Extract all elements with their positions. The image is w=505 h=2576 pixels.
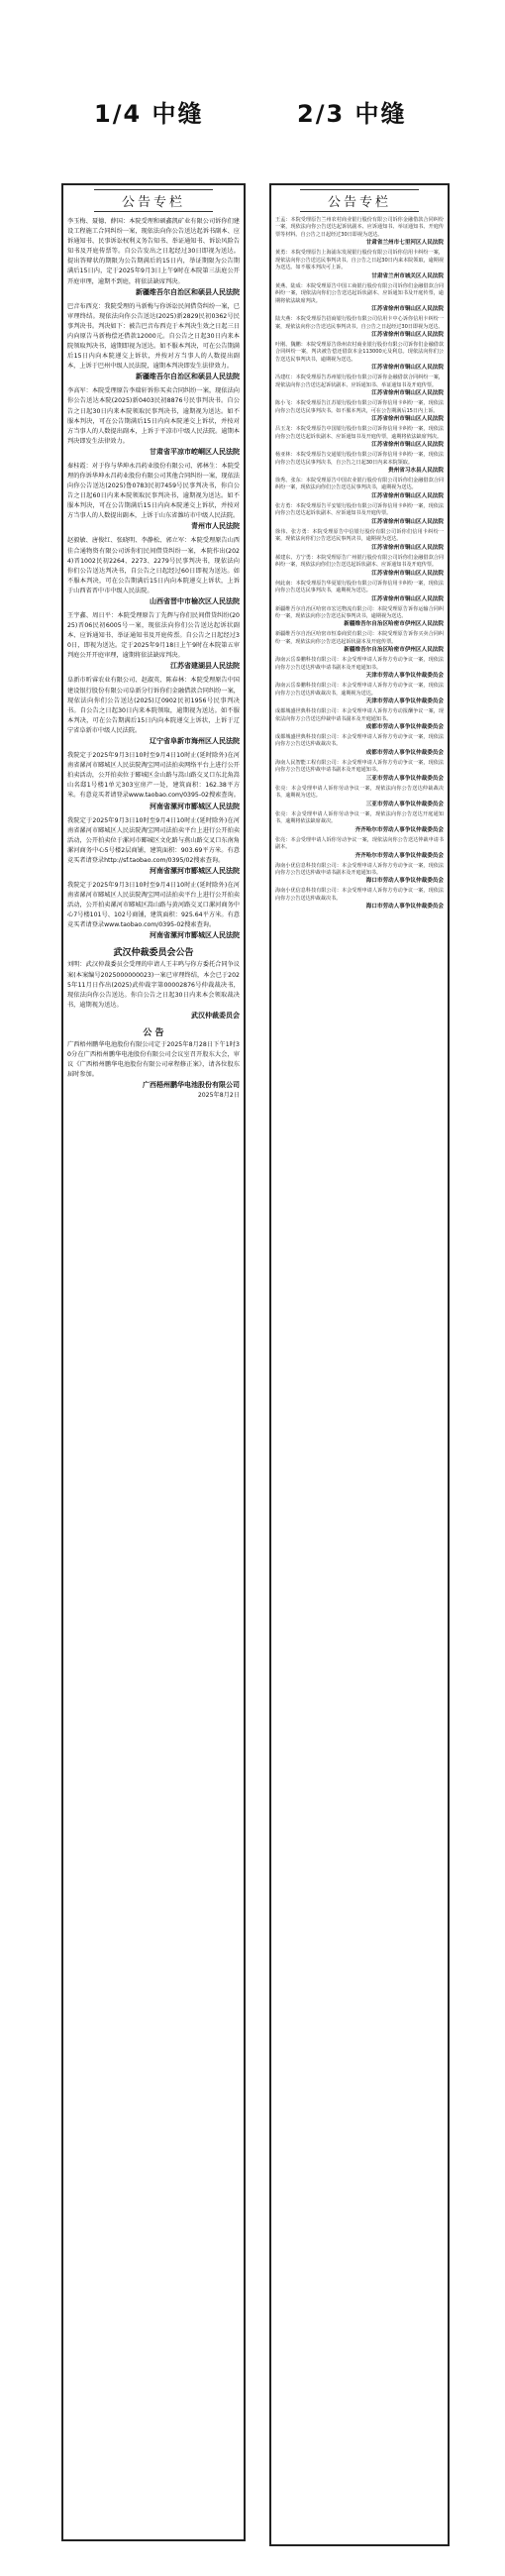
- notice-item: [271, 341, 448, 374]
- notice-item: [271, 282, 448, 315]
- notice-issuer: 河南省漯河市郾城区人民法院: [150, 802, 240, 810]
- arbitration-sign: 武汉仲裁委员会: [191, 1011, 240, 1020]
- notice-item: [63, 610, 244, 675]
- notice-item: [271, 374, 448, 399]
- notice-text: 张亮：本会受理申请人诉你劳动争议一案，现依法向你公告送达仲裁申请书副本。: [275, 836, 444, 851]
- notice-text: 赵毅敏、唐俊红、张晓明、李静松、郭立军：本院受理原告山西佳合通物资有限公司诉你们民间借贷纠纷一案，本院作出(2024)晋1002民初2264、2273、2279号民事判决书，现依法向你们公告送达判决书，自公告之日起经过60日即视为送达。如不服本判决，可在公告期满后15日内向本院递交上诉状，上诉于山西省晋中市中级人民法院。: [67, 537, 240, 594]
- left-notice-column: [61, 183, 246, 2541]
- notice-text: 李高军：本院受理原告李瑞轩诉你买卖合同纠纷一案，现依法向你公告送达本院(2025)新0403民初8876号民事判决书。自公告之日起30日内来本院领取民事判决书，逾期视为送达。如不服本判决，可在公告期满后15日内向本院递交上诉状，并按对方当事人的人数提出副本，上诉于平凉市中级人民法院。逾期本判决即发生法律效力。: [67, 387, 240, 445]
- notice-issuer: 江苏省徐州市铜山区人民法院: [371, 518, 444, 525]
- notice-text: 新疆维吾尔自治区哈密市恒泰商贸有限公司：本院受理原告诉你买卖合同纠纷一案，现依法向你公告送达起诉状副本及开庭传票。: [275, 631, 444, 645]
- notice-issuer: 江苏省徐州市铜山区人民法院: [371, 544, 444, 551]
- notice-issuer: 齐齐哈尔市劳动人事争议仲裁委员会: [354, 826, 444, 833]
- company-sign: 广西梧州鹏华电池股份有限公司: [143, 1081, 240, 1090]
- notice-issuer: 江苏省徐州市铜山区人民法院: [371, 331, 444, 338]
- notice-text: 徐秀、张东：本院受理原告中国农业银行股份有限公司诉你们金融借款合同纠纷一案，现依法向你们公告送达民事判决书，逾期视为送达。: [275, 477, 444, 491]
- notice-issuer: 江苏省徐州市铜山区人民法院: [371, 416, 444, 423]
- right-column-label: 2/3 中缝: [297, 100, 407, 128]
- notice-text: 海南云岳泰鹏科技有限公司：本会受理申请人诉你方劳动争议一案，现依法向你方公告送达仲裁裁决书，逾期视为送达。: [275, 683, 444, 697]
- notice-item: [271, 477, 448, 502]
- left-banner: 公告专栏: [94, 189, 213, 212]
- notice-text: 新疆维吾尔自治区哈密市宏达物流有限公司：本院受理原告诉你运输合同纠纷一案，现依法向你公告送达民事判决书，逾期视为送达。: [275, 605, 444, 619]
- notice-item: [271, 528, 448, 554]
- notice-text: 张方勇：本院受理原告平安银行股份有限公司诉你信用卡纠纷一案，现依法向你公告送达起诉状副本、应诉通知书及开庭传票。: [275, 502, 444, 517]
- left-column-label: 1/4 中缝: [94, 100, 204, 128]
- arbitration-text: 刘明：武汉仲裁委员会受理的申请人王丰鸣与你方委托合同争议案(本案编号2025000000023)一案已审理终结，本会已于2025年11月日作出(2025)武仲裁字第00002876号仲裁裁决书，现依法向你公告送达。你自公告之日起30日内来本会领取裁决书，逾期视为送达。: [67, 961, 240, 1009]
- notice-issuer: 贵州省习水县人民法院: [388, 467, 444, 474]
- notice-issuer: 江苏省徐州市铜山区人民法院: [371, 492, 444, 499]
- notice-item: [63, 461, 244, 536]
- notice-issuer: 天津市劳动人事争议仲裁委员会: [365, 698, 444, 705]
- notice-text: 成都城盛世典科技有限公司：本会受理申请人诉你方劳动报酬争议一案，现依法向你方公告送达仲裁申请书副本及开庭通知书。: [275, 708, 444, 722]
- notice-issuer: 齐齐哈尔市劳动人事争议仲裁委员会: [354, 852, 444, 859]
- notice-text: 黄勇：本院受理原告上海浦东发展银行股份有限公司诉你信用卡纠纷一案，现依法向你公告送达民事判决书。自公告之日起30日内来本院领取，逾期视为送达。如不服本判决可上诉。: [275, 250, 444, 271]
- notice-item: [271, 630, 448, 656]
- notice-text: 海南小优信息科技有限公司：本会受理申请人诉你方劳动争议一案，现依法向你方公告送达仲裁申请书副本及开庭通知书。: [275, 862, 444, 877]
- notice-issuer: 河南省漯河市郾城区人民法院: [150, 931, 240, 940]
- notice-item: [271, 733, 448, 759]
- notice-text: 叶刚、魏鹏：本院受理原告徐州农村商业银行股份有限公司诉你们金融借款合同纠纷一案，判决被告偿还借款本金113000元及利息。现依法向你们公告送达民事判决书，逾期视为送达。: [275, 341, 444, 363]
- notice-issuer: 成都市劳动人事争议仲裁委员会: [365, 724, 444, 731]
- notice-issuer: 甘肃省平凉市崆峒区人民法院: [150, 447, 240, 456]
- notice-issuer: 新疆维吾尔自治区哈密市伊州区人民法院: [344, 621, 444, 628]
- notice-text: 我院定于2025年9月3日10时至9月4日10时止(延时除外)在河南省漯河市郾城区人民法院淘宝网司法拍卖平台上进行公开拍卖活动，公开拍卖漯河市郾城区嵩山路与黄河路交叉口漯河商务中心7号楼101号、102号商铺，建筑面积：925.64平方米。有意竞买者请登录www.taobao.com/0395-02搜索查询。: [67, 881, 240, 929]
- notice-item: [271, 836, 448, 862]
- notice-issuer: 三亚市劳动人事争议仲裁委员会: [365, 801, 444, 807]
- notice-issuer: 新疆维吾尔自治区和硕县人民法院: [136, 287, 240, 296]
- notice-issuer: 甘肃省兰州市城关区人民法院: [371, 272, 444, 279]
- company-notice: [63, 1024, 244, 1104]
- notice-text: 张亮：本会受理申请人诉你劳动争议一案，现依法向你公告送达仲裁裁决书，逾期视为送达。: [275, 785, 444, 800]
- notice-text: 徐伟、张方勇：本院受理原告中信银行股份有限公司诉你们信用卡纠纷一案，现依法向你们公告送达民事判决书，逾期视为送达。: [275, 528, 444, 543]
- notice-text: 海南云岳泰鹏科技有限公司：本会受理申请人诉你方劳动争议一案，现依法向你方公告送达仲裁申请书副本及开庭通知书。: [275, 657, 444, 671]
- notice-item: [63, 535, 244, 610]
- notice-text: 海南小优信息科技有限公司：本会受理申请人诉你方劳动争议一案，现依法向你方公告送达仲裁裁决书。: [275, 888, 444, 902]
- notice-text: 陆夫燕：本院受理原告招商银行股份有限公司信用卡中心诉你信用卡纠纷一案，现依法向你公告送达民事判决书，自公告之日起经过30日即视为送达。: [275, 316, 444, 330]
- notice-item: [271, 810, 448, 836]
- notice-item: [271, 554, 448, 580]
- notice-text: 巴音布西克：我院受理的马新梅与你诉讼民间借贷纠纷一案，已审理终结。现依法向你公告送达(2025)新2829民初0362号民事判决书。判决如下：被告巴音布西克于本判决生效之日起三日内向原告马新梅偿还借款12000元。自公告之日起30日内来本院领取判决书，逾期即视为送达。如不服本判决，可在公告期满后15日内向本院递交上诉状，并按对方当事人的人数提出副本，上诉于巴州中级人民法院，逾期本判决即发生法律效力。: [67, 302, 240, 371]
- notice-item: [63, 301, 244, 386]
- notice-text: 李玉梅、聂德、薛国：本院受理和硕鑫凯矿业有限公司诉你们建设工程施工合同纠纷一案，现依法向你公告送达起诉书副本、应诉通知书、民事诉讼权利义务告知书、举证通知书、诉讼风险告知书及开庭传票等。自公告发出之日起经过30日即视为送达。提出答辩状的期限为公告期满后的15日内，举证期限为公告期满后15日内，定于2025年9月3日上午9时在本院第三法庭公开开庭审理，逾期不到庭，将依法缺席判决。: [67, 218, 240, 285]
- notice-issuer: 河南省漯河市郾城区人民法院: [150, 866, 240, 875]
- right-banner: 公告专栏: [300, 189, 419, 212]
- notice-item: [271, 759, 448, 785]
- notice-item: [63, 750, 244, 814]
- notice-item: [271, 502, 448, 528]
- notice-issuer: 江苏省徐州市铜山区人民法院: [371, 570, 444, 577]
- notice-item: [271, 682, 448, 707]
- notice-text: 我院定于2025年9月3日10时至9月4日10时止(延时除外)在河南省漯河市郾城区人民法院淘宝网司法拍卖网络平台上进行公开拍卖活动，公开拍卖位于郾城区金山路与嵩山路交叉口东北角嵩山名邸1号楼1单元303室房产一处，建筑面积：162.38平方米。有意竞买者请登录www.taobao.com/0395-02搜索查询。: [67, 752, 240, 800]
- notice-item: [271, 216, 448, 249]
- company-date: 2025年8月2日: [197, 1092, 240, 1100]
- company-notice-title: 公 告: [143, 1027, 164, 1038]
- notice-item: [63, 880, 244, 944]
- notice-text: 王孟：本院受理原告兰州农村商业银行股份有限公司诉你金融借款合同纠纷一案，现依法向你公告送达起诉状副本、应诉通知书、举证通知书、开庭传票等材料。自公告之日起经过30日即视为送达。: [275, 217, 444, 238]
- notice-item: [271, 887, 448, 912]
- notice-issuer: 辽宁省阜新市海州区人民法院: [150, 737, 240, 746]
- notice-item: [271, 785, 448, 810]
- notice-item: [271, 425, 448, 451]
- left-notices-list: [63, 216, 244, 944]
- notice-text: 张亮：本会受理申请人诉你劳动争议一案，现依法向你公告送达开庭通知书，逾期将依法缺席裁决。: [275, 810, 444, 825]
- notice-item: [271, 315, 448, 341]
- notice-item: [271, 249, 448, 281]
- notice-issuer: 天津市劳动人事争议仲裁委员会: [365, 673, 444, 680]
- notice-issuer: 江苏省徐州市铜山区人民法院: [371, 442, 444, 449]
- notice-issuer: 江苏省徐州市铜山区人民法院: [371, 306, 444, 313]
- notice-issuer: 成都市劳动人事争议仲裁委员会: [365, 749, 444, 756]
- notice-issuer: 山西省晋中市榆次区人民法院: [150, 597, 240, 605]
- notice-issuer: 江苏省徐州市铜山区人民法院: [371, 390, 444, 397]
- notice-item: [271, 605, 448, 631]
- right-notices-list: [271, 216, 448, 912]
- notice-item: [271, 399, 448, 425]
- notice-issuer: 江苏省徐州市铜山区人民法院: [371, 365, 444, 372]
- notice-text: 我院定于2025年9月3日10时至9月4日10时止(延时除外)在河南省漯河市郾城区人民法院淘宝网司法拍卖平台上进行公开拍卖活动，公开拍卖位于漯河市郾城区文化路与燕山路交叉口东南角漯河商务中心5号楼2层商铺，建筑面积：903.69平方米。有意竞买者请登录http://sf.taobao.com/0395/02搜索查询。: [67, 816, 240, 864]
- notice-text: 郝建东、方宁勇：本院受理原告广州银行股份有限公司诉你们金融借款合同纠纷一案，现依法向你们公告送达起诉状副本、应诉通知书及开庭传票。: [275, 554, 444, 569]
- notice-text: 杨亚林：本院受理原告交通银行股份有限公司诉你信用卡纠纷一案，现依法向你公告送达民事判决书，自公告之日起30日内来本院领取。: [275, 452, 444, 466]
- notice-text: 王宇鑫、周日平：本院受理原告丁先辉与你们民间借贷纠纷(2025)晋06民初6005号一案，现依法向你们公告送达起诉状副本、应诉通知书、举证通知书及开庭传票。自公告之日起经过30日，即视为送达。定于2025年9月18日上午9时在本院第五审判庭公开开庭审理，逾期将依法缺席判决。: [67, 612, 240, 660]
- notice-text: 吕玉龙：本院受理原告中国银行股份有限公司诉你信用卡纠纷一案，现依法向你公告送达起诉状副本、应诉通知书及开庭传票，逾期将依法缺席判决。: [275, 426, 444, 440]
- notice-item: [63, 675, 244, 750]
- arbitration-notice: [63, 944, 244, 1023]
- notice-text: 何此南：本院受理原告华夏银行股份有限公司诉你信用卡纠纷一案，现依法向你公告送达民事判决书，逾期视为送达。: [275, 580, 444, 594]
- arbitration-title: 武汉仲裁委员会公告: [113, 948, 194, 959]
- notice-issuer: 三亚市劳动人事争议仲裁委员会: [365, 775, 444, 782]
- notice-text: 海南人民智能工程有限公司：本会受理申请人诉你方劳动争议一案，现依法向你方公告送达仲裁申请书副本及开庭通知书。: [275, 759, 444, 774]
- notice-item: [271, 451, 448, 477]
- notice-issuer: 新疆维吾尔自治区哈密市伊州区人民法院: [344, 647, 444, 654]
- company-notice-text: 广西梧州鹏华电池股份有限公司定于2025年8月28日下午1时30分在广西梧州鹏华电池股份有限公司会议室召开股东大会，审议《广西梧州鹏华电池股份有限公司章程修正案》，请各位股东届时参加。: [67, 1040, 240, 1079]
- notice-issuer: 海口市劳动人事争议仲裁委员会: [365, 878, 444, 885]
- notice-item: [271, 580, 448, 605]
- notice-issuer: 江苏省建湖县人民法院: [170, 662, 240, 671]
- notice-item: [271, 656, 448, 682]
- notice-issuer: 甘肃省兰州市七里河区人民法院: [365, 240, 444, 247]
- notice-issuer: 青州市人民法院: [191, 522, 240, 531]
- notice-issuer: 新疆维吾尔自治区和硕县人民法院: [136, 373, 240, 381]
- notice-text: 陈小飞：本院受理原告江苏银行股份有限公司诉你信用卡纠纷一案，现依法向你公告送达民事判决书。如不服本判决，可在公告期满后15日内上诉。: [275, 400, 444, 414]
- notice-item: [271, 707, 448, 733]
- notice-text: 成都城盛世典科技有限公司：本会受理申请人诉你方劳动争议一案，现依法向你方公告送达仲裁裁决书。: [275, 734, 444, 748]
- notice-item: [63, 216, 244, 301]
- notice-text: 秦桂霞：对于你与华坤永昌药业股份有限公司、郭林生：本院受理的你诉华坤永昌药业股份有限公司其他合同纠纷一案，现依法向你公告送达(2025)鲁0783民初7459号民事判决书，你自公告之日起60日内来本院领取民事判决书，逾期视为送达。如不服本判决，可在公告期满后15日内向本院递交上诉状，并按对方当事人的人数提出副本，上诉于山东省潍坊市中级人民法院。: [67, 462, 240, 520]
- right-notice-column: [269, 183, 450, 2546]
- notice-text: 冯建红：本院受理原告苏州银行股份有限公司诉你金融借款合同纠纷一案，现依法向你公告送达起诉状副本、应诉通知书、举证通知书及开庭传票。: [275, 375, 444, 388]
- notice-issuer: 江苏省徐州市铜山区人民法院: [371, 595, 444, 602]
- notice-text: 阜新市昕睿农业有限公司、赵淑英、陈春林：本院受理原告中国建设银行股份有限公司阜新分行诉你们金融借款合同纠纷一案，现依法向你们公告送达(2025)辽0902民初1956号民事判决书。自公告之日起30日内来本院领取，逾期视为送达。如不服本判决，可在公告期满后15日内向本院递交上诉状，上诉于辽宁省阜新市中级人民法院。: [67, 677, 240, 734]
- notice-item: [63, 385, 244, 461]
- notice-text: 黄燕、陆成：本院受理原告中国工商银行股份有限公司诉你们金融借款合同纠纷一案，现依法向你们公告送达起诉状副本、应诉通知书及开庭传票，逾期将依法缺席判决。: [275, 282, 444, 304]
- notice-issuer: 海口市劳动人事争议仲裁委员会: [365, 904, 444, 911]
- notice-item: [63, 815, 244, 880]
- notice-item: [271, 862, 448, 888]
